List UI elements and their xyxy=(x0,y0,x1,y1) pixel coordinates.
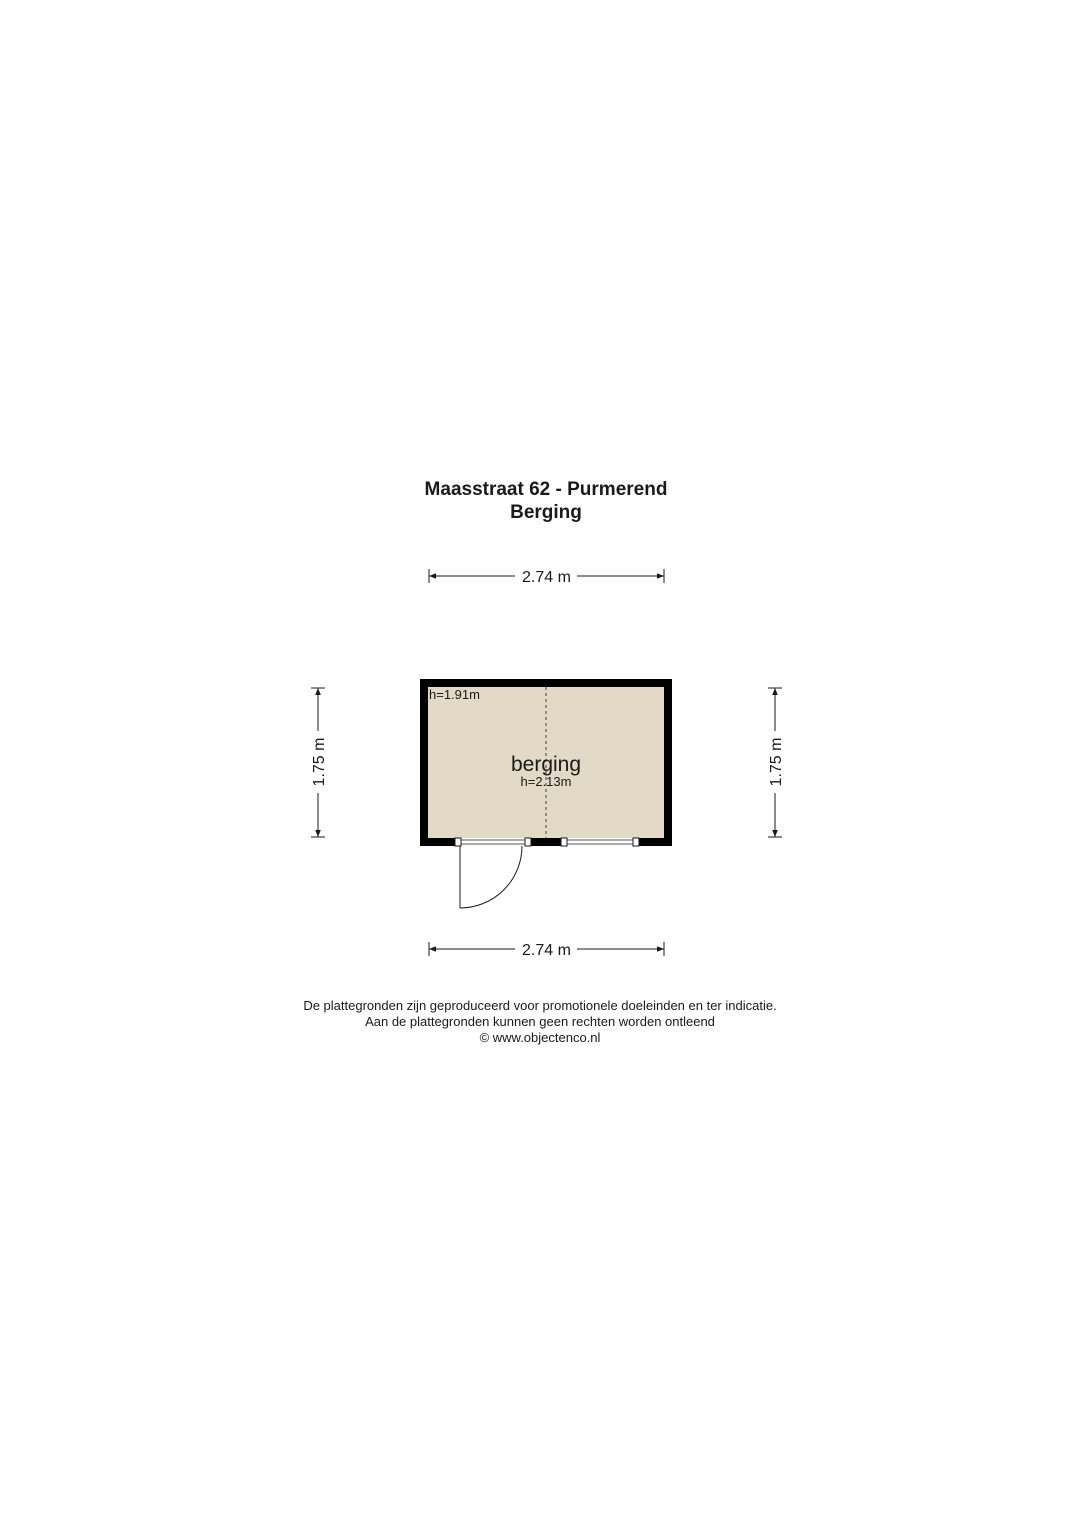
right-dimension xyxy=(768,688,785,837)
room-height: h=2.13m xyxy=(520,774,572,789)
door-opening xyxy=(455,838,531,846)
top-dimension xyxy=(429,569,664,586)
disclaimer-line-2: Aan de plattegronden kunnen geen rechten worden ontleend xyxy=(365,1014,715,1029)
left-dimension xyxy=(311,688,328,837)
room-name: berging xyxy=(510,753,582,776)
top-dimension-label: 2.74 m xyxy=(522,569,571,586)
window-opening xyxy=(561,838,639,846)
right-dimension-label: 1.75 m xyxy=(768,737,785,787)
disclaimer-line-1: De plattegronden zijn geproduceerd voor promotionele doeleinden en ter indicatie. xyxy=(303,998,777,1013)
door-swing-arc xyxy=(460,846,522,908)
disclaimer xyxy=(0,998,1080,1046)
bottom-dimension-label: 2.74 m xyxy=(522,942,571,959)
low-height-label: h=1.91m xyxy=(429,687,480,702)
left-dimension-label: 1.75 m xyxy=(311,737,328,787)
room-berging xyxy=(420,679,672,908)
bottom-dimension xyxy=(429,942,664,959)
plan-subtitle: Berging xyxy=(510,502,582,523)
copyright: © www.objectenco.nl xyxy=(479,1030,601,1045)
plan-title: Maasstraat 62 - Purmerend xyxy=(424,479,668,500)
